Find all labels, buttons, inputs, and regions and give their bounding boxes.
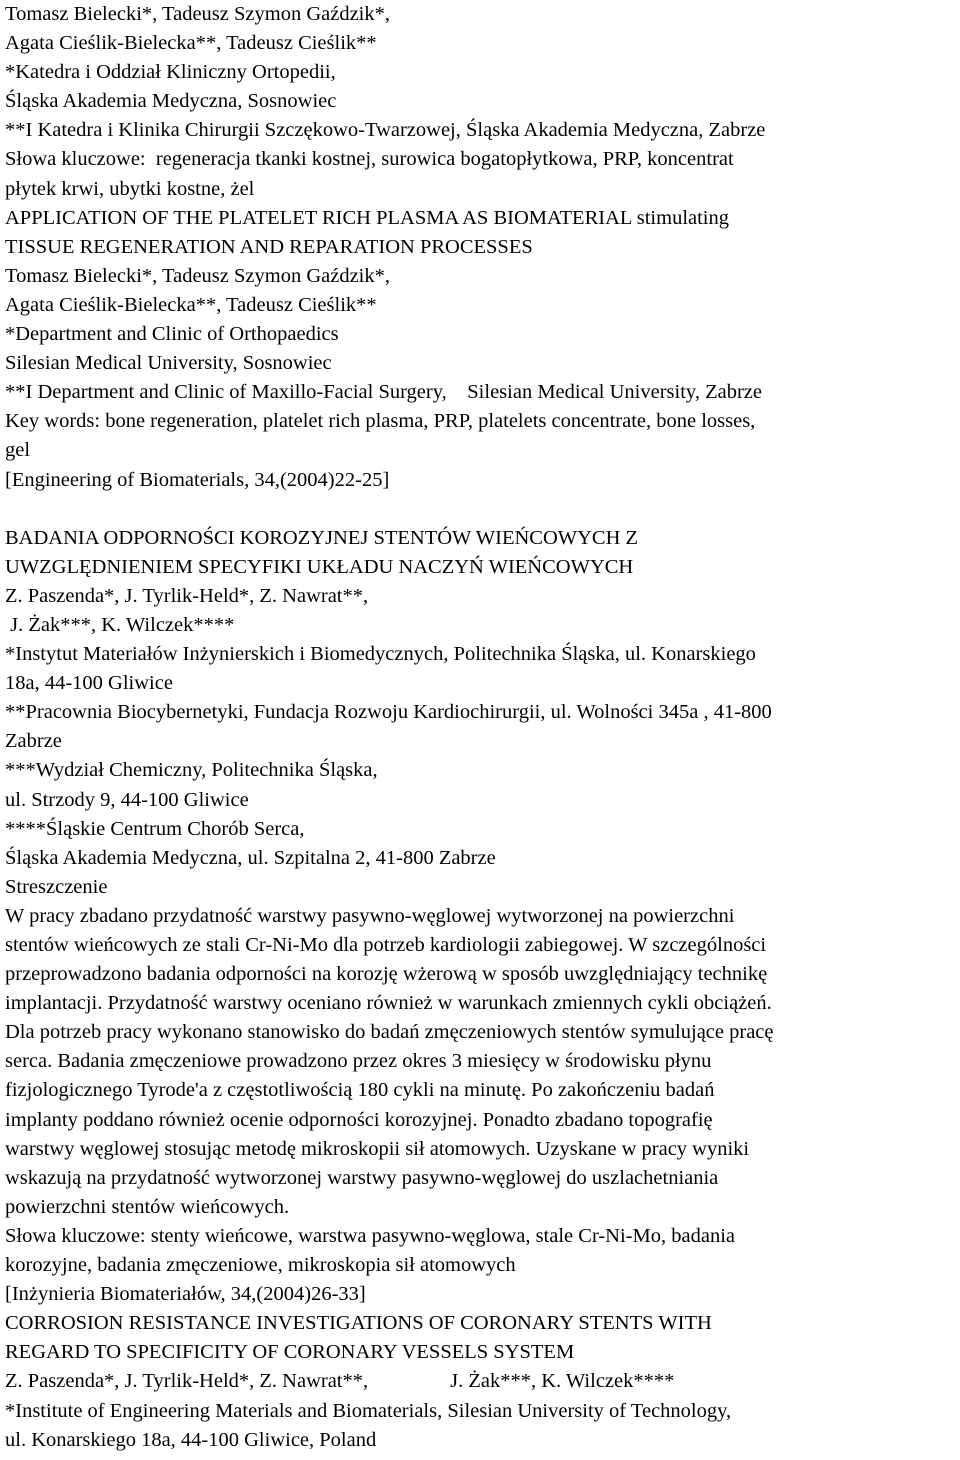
text-line: Zabrze	[5, 730, 62, 753]
abstract-line: warstwy węglowej stosując metodę mikroskopii sił atomowych. Uzyskane w pracy wyniki	[5, 1137, 750, 1160]
text-line: **I Katedra i Klinika Chirurgii Szczękowo-Twarzowej, Śląska Akademia Medyczna, Zabrze	[5, 119, 766, 142]
abstract-line: przeprowadzono badania odporności na korozję wżerową w sposób uwzględniający technikę	[5, 963, 768, 986]
abstract-line: Dla potrzeb pracy wykonano stanowisko do badań zmęczeniowych stentów symulujące pracę	[5, 1021, 774, 1044]
section-title: TISSUE REGENERATION AND REPARATION PROCESSES	[5, 235, 533, 258]
abstract-line: powierzchni stentów wieńcowych.	[5, 1195, 290, 1218]
text-line: Z. Paszenda*, J. Tyrlik-Held*, Z. Nawrat**, J. Żak***, K. Wilczek****	[5, 1370, 675, 1393]
text-line: *Katedra i Oddział Kliniczny Ortopedii,	[5, 61, 336, 84]
text-line: Śląska Akademia Medyczna, ul. Szpitalna 2, 41-800 Zabrze	[5, 846, 496, 869]
abstract-heading: Streszczenie	[5, 875, 108, 898]
section-title: APPLICATION OF THE PLATELET RICH PLASMA AS BIOMATERIAL stimulating	[5, 206, 730, 229]
text-line: **I Department and Clinic of Maxillo-Facial Surgery, Silesian Medical University, Zabrze	[5, 381, 762, 404]
abstract-line: fizjologicznego Tyrode'a z częstotliwością 180 cykli na minutę. Po zakończeniu badań	[5, 1079, 715, 1102]
text-line: ****Śląskie Centrum Chorób Serca,	[5, 817, 305, 840]
abstract-line: implanty poddano również ocenie odporności korozyjnej. Ponadto zbadano topografię	[5, 1108, 713, 1131]
citation: [Inżynieria Biomateriałów, 34,(2004)26-33]	[5, 1283, 366, 1306]
text-line: Key words: bone regeneration, platelet rich plasma, PRP, platelets concentrate, bone losses,	[5, 410, 756, 433]
text-line: *Instytut Materiałów Inżynierskich i Biomedycznych, Politechnika Śląska, ul. Konarskiego	[5, 643, 756, 666]
keywords-line: korozyjne, badania zmęczeniowe, mikroskopia sił atomowych	[5, 1254, 516, 1277]
text-line: gel	[5, 439, 31, 462]
text-line: Śląska Akademia Medyczna, Sosnowiec	[5, 90, 337, 113]
citation: [Engineering of Biomaterials, 34,(2004)22-25]	[5, 468, 390, 491]
section-title: REGARD TO SPECIFICITY OF CORONARY VESSELS SYSTEM	[5, 1341, 575, 1364]
abstract-line: serca. Badania zmęczeniowe prowadzono przez okres 3 miesięcy w środowisku płynu	[5, 1050, 712, 1073]
abstract-line: wskazują na przydatność wytworzonej warstwy pasywno-węglowej do uszlachetniania	[5, 1166, 719, 1189]
keywords-line: Słowa kluczowe: stenty wieńcowe, warstwa pasywno-węglowa, stale Cr-Ni-Mo, badania	[5, 1224, 735, 1247]
section-title: UWZGLĘDNIENIEM SPECYFIKI UKŁADU NACZYŃ WIEŃCOWYCH	[5, 555, 634, 578]
text-line: 18a, 44-100 Gliwice	[5, 672, 173, 695]
section-title: CORROSION RESISTANCE INVESTIGATIONS OF CORONARY STENTS WITH	[5, 1312, 712, 1335]
text-line: Tomasz Bielecki*, Tadeusz Szymon Gaździk*,	[5, 264, 391, 287]
text-line: **Pracownia Biocybernetyki, Fundacja Rozwoju Kardiochirurgii, ul. Wolności 345a , 41-800	[5, 701, 772, 724]
abstract-line: stentów wieńcowych ze stali Cr-Ni-Mo dla potrzeb kardiologii zabiegowej. W szczególności	[5, 934, 767, 956]
text-line: J. Żak***, K. Wilczek****	[5, 613, 235, 636]
text-line: ul. Strzody 9, 44-100 Gliwice	[5, 788, 249, 811]
text-line: Agata Cieślik-Bielecka**, Tadeusz Cieślik**	[5, 293, 377, 316]
abstract-line: implantacji. Przydatność warstwy oceniano również w warunkach zmiennych cykli obciążeń.	[5, 992, 772, 1015]
text-line: ul. Konarskiego 18a, 44-100 Gliwice, Poland	[5, 1428, 377, 1451]
text-line: Tomasz Bielecki*, Tadeusz Szymon Gaździk*,	[5, 3, 391, 25]
text-line: ***Wydział Chemiczny, Politechnika Śląska,	[5, 759, 378, 782]
abstract-line: W pracy zbadano przydatność warstwy pasywno-węglowej wytworzonej na powierzchni	[5, 904, 735, 927]
text-line: *Department and Clinic of Orthopaedics	[5, 323, 339, 346]
text-line: Silesian Medical University, Sosnowiec	[5, 352, 332, 375]
text-line: Z. Paszenda*, J. Tyrlik-Held*, Z. Nawrat**,	[5, 584, 369, 607]
text-line: płytek krwi, ubytki kostne, żel	[5, 177, 255, 200]
blank-line	[5, 495, 955, 524]
document-page	[5, 0, 955, 1455]
text-line: Agata Cieślik-Bielecka**, Tadeusz Cieślik**	[5, 32, 377, 55]
text-line: Słowa kluczowe: regeneracja tkanki kostnej, surowica bogatopłytkowa, PRP, koncentrat	[5, 148, 734, 171]
section-title: BADANIA ODPORNOŚCI KOROZYJNEJ STENTÓW WIEŃCOWYCH Z	[5, 526, 639, 549]
text-line: *Institute of Engineering Materials and Biomaterials, Silesian University of Technology,	[5, 1399, 732, 1422]
